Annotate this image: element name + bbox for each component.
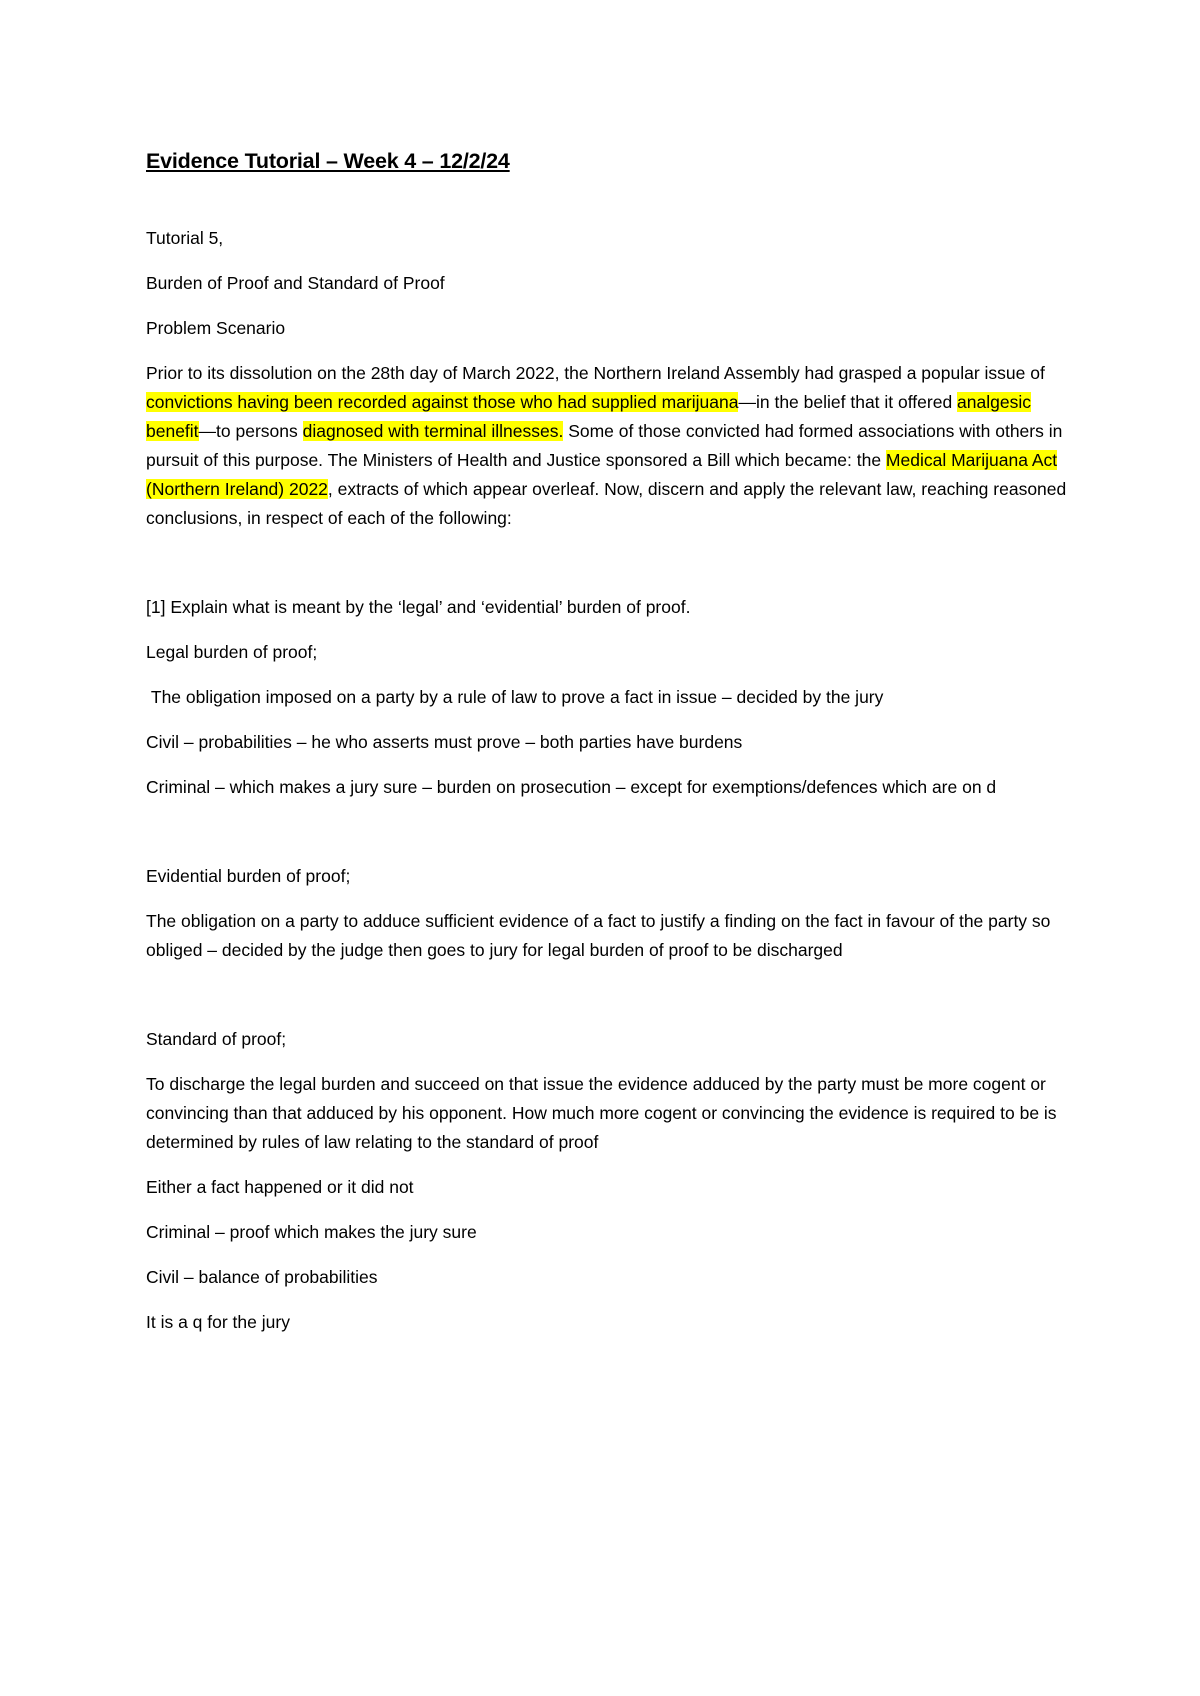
document-body (146, 146, 1076, 1353)
legal-burden-definition: The obligation imposed on a party by a rule of law to prove a fact in issue – decided by the jury (146, 687, 884, 707)
highlighted-text: Medical Marijuana Act (Northern Ireland) 2022 (146, 450, 1058, 499)
standard-civil-line: Civil – balance of probabilities (146, 1267, 378, 1287)
highlighted-text: convictions having been recorded against those who had supplied marijuana (146, 392, 739, 412)
scenario-text: Prior to its dissolution on the 28th day of March 2022, the Northern Ireland Assembly had grasped a popular issue of (146, 363, 1045, 383)
scenario-text: , extracts of which appear overleaf. Now, discern and apply the relevant law, reaching reasoned conclusions, in respect of each of the following: (146, 479, 1067, 528)
question-1: [1] Explain what is meant by the ‘legal’ and ‘evidential’ burden of proof. (146, 597, 691, 617)
legal-burden-civil: Civil – probabilities – he who asserts must prove – both parties have burdens (146, 732, 743, 752)
scenario-text: —in the belief that it offered (738, 392, 958, 412)
standard-criminal-line: Criminal – proof which makes the jury sure (146, 1222, 477, 1242)
scenario-text: —to persons (198, 421, 303, 441)
standard-fact-line: Either a fact happened or it did not (146, 1177, 414, 1197)
scenario-text: Some of those convicted had formed associations with others in pursuit of this purpose. The Ministers of Health and Justice sponsored a Bill which became: the (146, 421, 1063, 470)
scenario-heading: Problem Scenario (146, 318, 286, 338)
evidential-burden-definition: The obligation on a party to adduce sufficient evidence of a fact to justify a finding on the fact in favour of the party so obliged – decided by the judge then goes to jury for legal burden of proof to be discharged (146, 911, 1051, 960)
legal-burden-heading: Legal burden of proof; (146, 642, 318, 662)
evidential-burden-heading: Evidential burden of proof; (146, 866, 351, 886)
tutorial-label: Tutorial 5, (146, 228, 224, 248)
highlighted-text: analgesic benefit (146, 392, 1031, 441)
standard-jury-line: It is a q for the jury (146, 1312, 290, 1332)
topic-line: Burden of Proof and Standard of Proof (146, 273, 445, 293)
standard-of-proof-heading: Standard of proof; (146, 1029, 287, 1049)
standard-of-proof-definition: To discharge the legal burden and succeed on that issue the evidence adduced by the party must be more cogent or convincing than that adduced by his opponent. How much more cogent or convincing the evidence is required to be is determined by rules of law relating to the standard of proof (146, 1074, 1057, 1152)
legal-burden-criminal: Criminal – which makes a jury sure – burden on prosecution – except for exemptions/defences which are on d (146, 777, 997, 797)
scenario-paragraph (146, 359, 1076, 533)
document-title: Evidence Tutorial – Week 4 – 12/2/24 (146, 149, 510, 173)
highlighted-text: diagnosed with terminal illnesses. (302, 421, 564, 441)
